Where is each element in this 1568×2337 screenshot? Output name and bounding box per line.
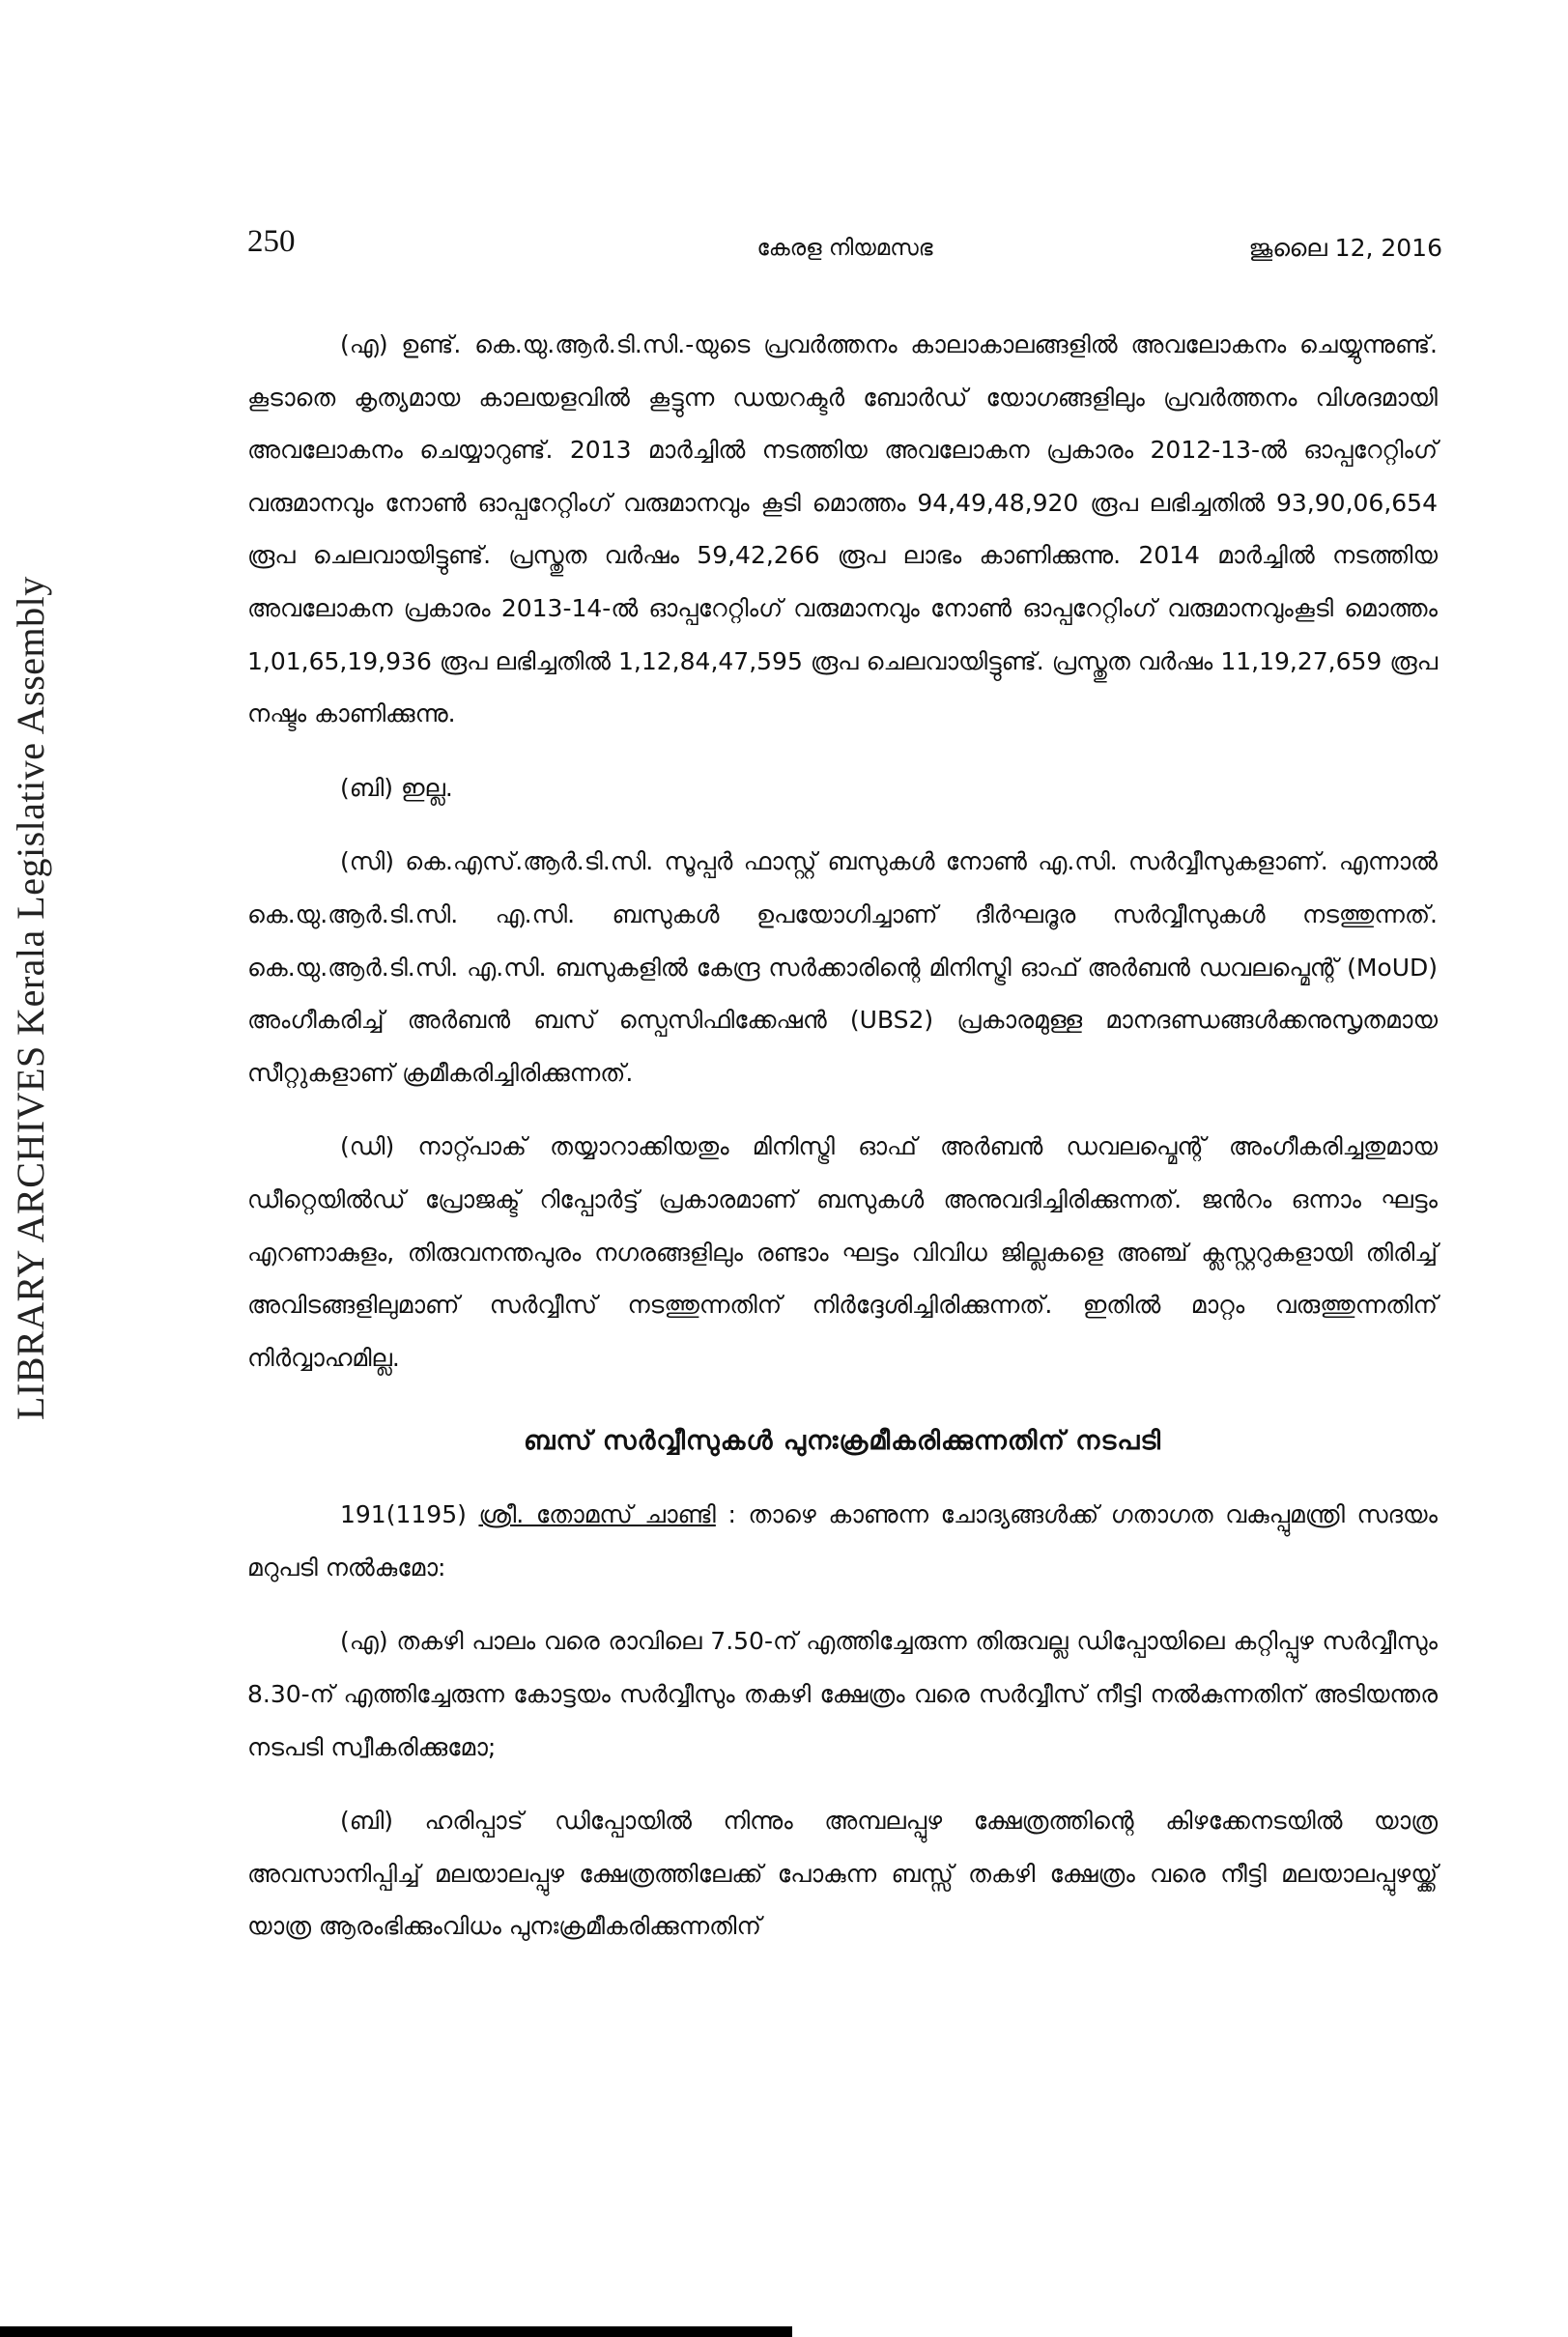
document-body [247, 319, 1438, 1953]
page-header [247, 224, 1442, 272]
question-part-a: (എ) തകഴി പാലം വരെ രാവിലെ 7.50-ന് എത്തിച്ചേരുന്ന തിരുവല്ല ഡിപ്പോയിലെ കറ്റിപ്പുഴ സർവ്വീസും 8.30-ന് എത്തിച്ചേരുന്ന കോട്ടയം സർവ്വീസും തകഴി ക്ഷേത്രം വരെ സർവ്വീസ് നീട്ടി നൽകുന്നതിന് അടിയന്തര നടപടി സ്വീകരിക്കുമോ; [247, 1627, 1438, 1761]
question-part-b: (ബി) ഹരിപ്പാട് ഡിപ്പോയിൽ നിന്നും അമ്പലപ്പുഴ ക്ഷേത്രത്തിന്റെ കിഴക്കേനടയിൽ യാത്ര അവസാനിപ്പിച്ച് മലയാലപ്പുഴ ക്ഷേത്രത്തിലേക്ക് പോകുന്ന ബസ്സ് തകഴി ക്ഷേത്രം വരെ നീട്ടി മലയാലപ്പുഴയ്ക്ക് യാത്ര ആരംഭിക്കുംവിധം പുനഃക്രമീകരിക്കുന്നതിന് [247, 1807, 1438, 1941]
answer-part-c: (സി) കെ.എസ്.ആർ.ടി.സി. സൂപ്പർ ഫാസ്റ്റ് ബസുകൾ നോൺ എ.സി. സർവ്വീസുകളാണ്. എന്നാൽ കെ.യു.ആർ.ടി.സി. എ.സി. ബസുകൾ ഉപയോഗിച്ചാണ് ദീർഘദൂര സർവ്വീസുകൾ നടത്തുന്നത്. കെ.യു.ആർ.ടി.സി. എ.സി. ബസുകളിൽ കേന്ദ്ര സർക്കാരിന്റെ മിനിസ്ട്രി ഓഫ് അർബൻ ഡവലപ്മെന്റ് (MoUD) അംഗീകരിച്ച് അർബൻ ബസ് സ്പെസിഫിക്കേഷൻ (UBS2) പ്രകാരമുള്ള മാനദണ്ഡങ്ങൾക്കനുസൃതമായ സീറ്റുകളാണ് ക്രമീകരിച്ചിരിക്കുന്നത്. [247, 847, 1438, 1087]
answer-part-a: (എ) ഉണ്ട്. കെ.യു.ആർ.ടി.സി.-യുടെ പ്രവർത്തനം കാലാകാലങ്ങളിൽ അവലോകനം ചെയ്യുന്നുണ്ട്. കൂടാതെ കൃത്യമായ കാലയളവിൽ കൂട്ടുന്ന ഡയറക്ടർ ബോർഡ് യോഗങ്ങളിലും പ്രവർത്തനം വിശദമായി അവലോകനം ചെയ്യാറുണ്ട്. 2013 മാർച്ചിൽ നടത്തിയ അവലോകന പ്രകാരം 2012-13-ൽ ഓപ്പറേറ്റിംഗ് വരുമാനവും നോൺ ഓപ്പറേറ്റിംഗ് വരുമാനവും കൂടി മൊത്തം 94,49,48,920 രൂപ ലഭിച്ചതിൽ 93,90,06,654 രൂപ ചെലവായിട്ടുണ്ട്. പ്രസ്തുത വർഷം 59,42,266 രൂപ ലാഭം കാണിക്കുന്നു. 2014 മാർച്ചിൽ നടത്തിയ അവലോകന പ്രകാരം 2013-14-ൽ ഓപ്പറേറ്റിംഗ് വരുമാനവും നോൺ ഓപ്പറേറ്റിംഗ് വരുമാനവുംകൂടി മൊത്തം 1,01,65,19,936 രൂപ ലഭിച്ചതിൽ 1,12,84,47,595 രൂപ ചെലവായിട്ടുണ്ട്. പ്രസ്തുത വർഷം 11,19,27,659 രൂപ നഷ്ടം കാണിക്കുന്നു. [247, 330, 1438, 728]
page-number: 250 [247, 224, 296, 259]
scan-edge-rule [0, 2326, 792, 2337]
member-name: ശ്രീ. തോമസ് ചാണ്ടി [478, 1500, 716, 1529]
question-intro [247, 1489, 1438, 1594]
section-heading: ബസ് സർവ്വീസുകൾ പുനഃക്രമീകരിക്കുന്നതിന് നടപടി [523, 1426, 1162, 1457]
library-archives-stamp: LIBRARY ARCHIVES Kerala Legislative Assembly [9, 576, 52, 1420]
page-title: കേരള നിയമസഭ [756, 236, 933, 261]
answer-part-b: (ബി) ഇല്ല. [340, 773, 453, 802]
answer-part-d: (ഡി) നാറ്റ്പാക് തയ്യാറാക്കിയതും മിനിസ്ട്രി ഓഫ് അർബൻ ഡവലപ്മെന്റ് അംഗീകരിച്ചതുമായ ഡീറ്റെയിൽഡ് പ്രോജക്ട് റിപ്പോർട്ട് പ്രകാരമാണ് ബസുകൾ അനുവദിച്ചിരിക്കുന്നത്. ജൻറം ഒന്നാം ഘട്ടം എറണാകുളം, തിരുവനന്തപുരം നഗരങ്ങളിലും രണ്ടാം ഘട്ടം വിവിധ ജില്ലകളെ അഞ്ച് ക്ലസ്റ്ററുകളായി തിരിച്ച് അവിടങ്ങളിലുമാണ് സർവ്വീസ് നടത്തുന്നതിന് നിർദ്ദേശിച്ചിരിക്കുന്നത്. ഇതിൽ മാറ്റം വരുത്തുന്നതിന് നിർവ്വാഹമില്ല. [247, 1132, 1438, 1372]
page-date: ജൂലൈ 12, 2016 [1248, 234, 1442, 262]
question-intro-text: : താഴെ കാണുന്ന ചോദ്യങ്ങൾക്ക് ഗതാഗത വകുപ്പുമന്ത്രി സദയം മറുപടി നൽകുമോ: [247, 1500, 1439, 1582]
question-number: 191(1195) [340, 1500, 467, 1529]
